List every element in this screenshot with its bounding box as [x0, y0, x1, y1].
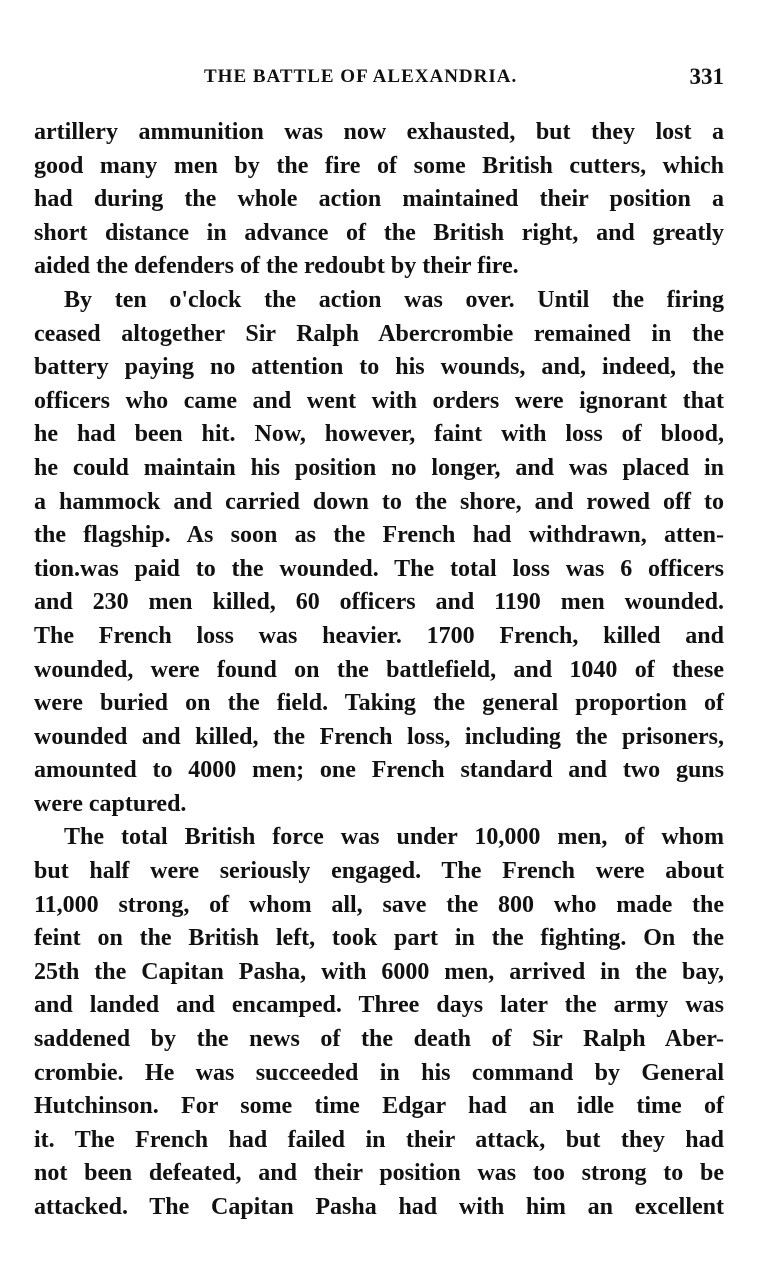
- text-line: and 230 men killed, 60 officers and 1190 men wounded.: [34, 589, 724, 616]
- text-line: and landed and encamped. Three days later the army was: [34, 992, 724, 1019]
- text-line: were captured.: [34, 790, 187, 817]
- text-line: had during the whole action maintained their position a: [34, 186, 724, 213]
- text-line: were buried on the field. Taking the general proportion of: [34, 690, 724, 717]
- text-line: it. The French had failed in their attack, but they had: [34, 1126, 724, 1153]
- text-line: saddened by the news of the death of Sir Ralph Aber-: [34, 1026, 724, 1053]
- text-line: officers who came and went with orders were ignorant that: [34, 387, 724, 414]
- text-line: aided the defenders of the redoubt by their fire.: [34, 253, 519, 280]
- text-line: he had been hit. Now, however, faint with loss of blood,: [34, 421, 724, 448]
- text-line: amounted to 4000 men; one French standard and two guns: [34, 757, 724, 784]
- text-line: wounded and killed, the French loss, including the prisoners,: [34, 723, 724, 750]
- text-line: crombie. He was succeeded in his command by General: [34, 1059, 724, 1086]
- paragraph: [34, 116, 724, 284]
- text-line: artillery ammunition was now exhausted, but they lost a: [34, 119, 724, 145]
- text-line: wounded, were found on the battlefield, and 1040 of these: [34, 656, 724, 683]
- page-number: 331: [689, 64, 724, 89]
- running-header: [34, 66, 724, 96]
- text-line: feint on the British left, took part in the fighting. On the: [34, 925, 724, 952]
- text-line: good many men by the fire of some British cutters, which: [34, 152, 724, 179]
- text-line: attacked. The Capitan Pasha had with him an excellent: [34, 1194, 724, 1220]
- text-line: tion.was paid to the wounded. The total loss was 6 officers: [34, 555, 724, 582]
- text-line: 11,000 strong, of whom all, save the 800 who made the: [34, 891, 724, 918]
- text-line: The total British force was under 10,000 men, of whom: [64, 824, 724, 851]
- running-title: THE BATTLE OF ALEXANDRIA.: [204, 66, 518, 87]
- text-line: the flagship. As soon as the French had withdrawn, atten-: [34, 522, 724, 549]
- body-text: [34, 116, 724, 1225]
- text-line: not been defeated, and their position was too strong to be: [34, 1160, 724, 1187]
- text-line: ceased altogether Sir Ralph Abercrombie remained in the: [34, 320, 724, 347]
- text-line: Hutchinson. For some time Edgar had an idle time of: [34, 1093, 724, 1120]
- text-line: 25th the Capitan Pasha, with 6000 men, arrived in the bay,: [34, 958, 724, 985]
- paragraph: [34, 821, 724, 1224]
- text-line: battery paying no attention to his wounds, and, indeed, the: [34, 354, 724, 381]
- text-line: short distance in advance of the British right, and greatly: [34, 219, 724, 246]
- text-line: By ten o'clock the action was over. Until the firing: [64, 286, 724, 313]
- text-line: The French loss was heavier. 1700 French, killed and: [34, 622, 724, 649]
- text-line: a hammock and carried down to the shore, and rowed off to: [34, 488, 724, 515]
- text-line: he could maintain his position no longer, and was placed in: [34, 454, 724, 481]
- paragraph: [34, 284, 724, 822]
- text-line: but half were seriously engaged. The French were about: [34, 858, 724, 885]
